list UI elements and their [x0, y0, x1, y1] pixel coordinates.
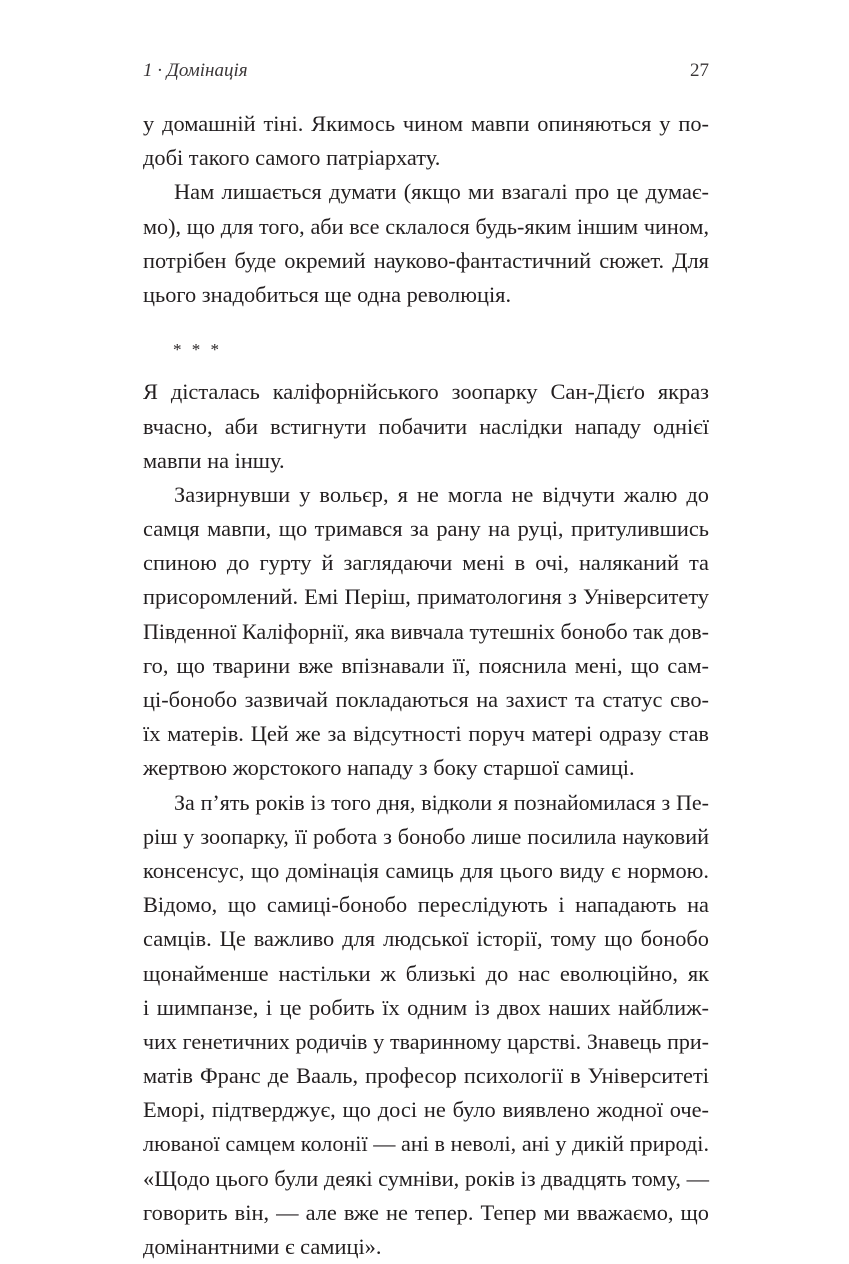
text-line: потрібен буде окремий науково-фантастичний сюжет. Для [143, 247, 709, 273]
text-line: Нам лишається думати (якщо ми взагалі про це думає- [174, 179, 709, 205]
text-line: Відомо, що самиці-бонобо переслідують і нападають на [143, 892, 709, 918]
section-gap [143, 367, 709, 375]
text-line: матів Франс де Вааль, професор психології в Університеті [143, 1063, 709, 1089]
text-line: го, що тварини вже впізнавали її, пояснила мені, що сам- [143, 652, 709, 678]
text-line: Зазирнувши у вольєр, я не могла не відчути жалю до [174, 481, 709, 507]
text-line: добі такого самого патріархату. [143, 145, 441, 171]
text-line: Південної Каліфорнії, яка вивчала тутешніх бонобо так дов- [143, 618, 709, 644]
body-text [143, 107, 709, 1264]
text-line: ці-бонобо зазвичай покладаються на захист та статус сво- [143, 687, 709, 712]
text-line: мавпи на іншу. [143, 447, 285, 473]
text-line: жертвою жорстокого нападу з боку старшої самиці. [143, 755, 635, 781]
text-line: самця мавпи, що тримався за рану на руці, притулившись [143, 516, 709, 542]
text-line: вчасно, аби встигнути побачити наслідки нападу однієї [143, 413, 709, 439]
text-line: ріш у зоопарку, її робота з бонобо лише посилила науковий [143, 823, 709, 849]
text-line: За п’ять років із того дня, відколи я познайомилася з Пе- [174, 789, 709, 815]
chapter-title: 1 · Домінація [143, 60, 248, 81]
page-number: 27 [690, 60, 709, 81]
text-line: мо), що для того, аби все склалося будь-яким іншим чином, [143, 213, 709, 239]
section-gap [143, 312, 709, 333]
text-line: «Щодо цього були деякі сумніви, років із двадцять тому, — [143, 1165, 709, 1191]
text-line: говорить він, — але вже не тепер. Тепер ми вважаємо, що [143, 1199, 709, 1225]
text-line: у домашній тіні. Якимось чином мавпи опиняються у по- [143, 111, 709, 136]
text-line: присоромлений. Емі Періш, приматологиня з Університету [143, 584, 709, 610]
text-line: чих генетичних родичів у тваринному царстві. Знавець при- [143, 1028, 709, 1054]
text-line: і шимпанзе, і це робить їх одним із двох наших найближ- [143, 994, 709, 1020]
text-line: щонайменше настільки ж близькі до нас еволюційно, як [143, 960, 709, 986]
text-line: люваної самцем колонії — ані в неволі, ані у дикій природі. [143, 1131, 709, 1157]
text-line: самців. Це важливо для людської історії, тому що бонобо [143, 926, 709, 952]
running-header [143, 60, 709, 88]
text-line: Я дісталась каліфорнійського зоопарку Сан-Дієґо якраз [143, 379, 709, 405]
text-line: їх матерів. Цей же за відсутності поруч матері одразу став [143, 721, 709, 747]
text-line: Еморі, підтверджує, що досі не було виявлено жодної оче- [143, 1097, 709, 1123]
text-line: цього знадобиться ще одна революція. [143, 281, 512, 307]
text-line: консенсус, що домінація самиць для цього виду є нормою. [143, 857, 709, 883]
text-line: спиною до гурту й заглядаючи мені в очі, наляканий та [143, 550, 709, 576]
section-separator: * * * [173, 340, 222, 360]
text-line: домінантними є самиці». [143, 1234, 382, 1259]
